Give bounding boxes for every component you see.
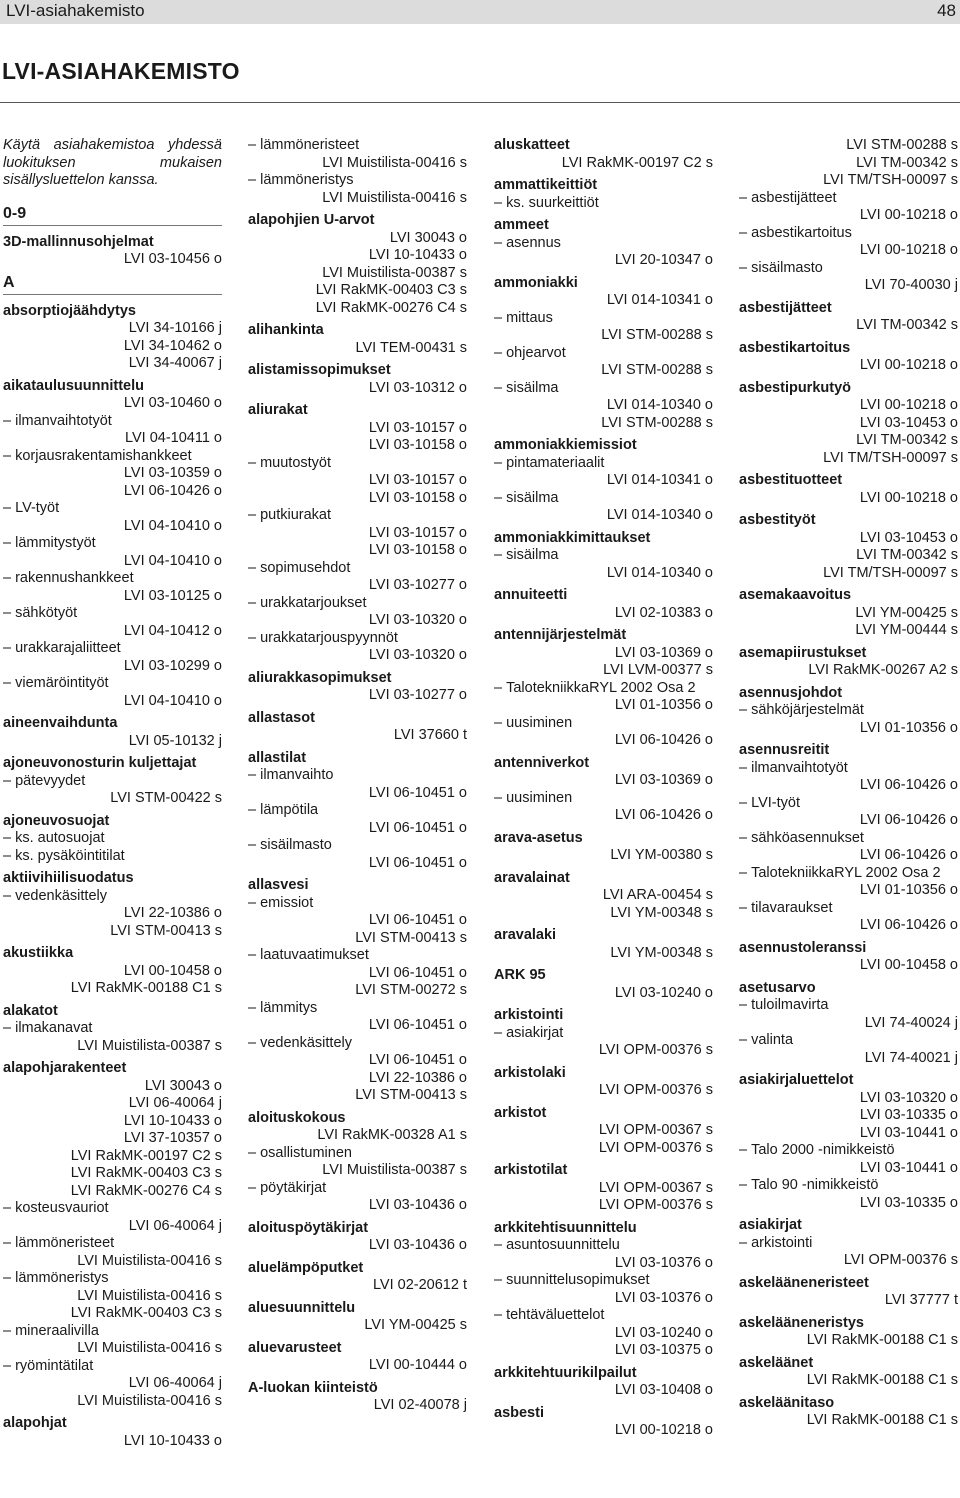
index-reference: LVI 03-10375 o [614, 1342, 713, 1358]
index-reference: LVI RakMK-00188 C1 s [70, 980, 222, 996]
index-reference: LVI 06-10451 o [368, 1052, 467, 1068]
index-reference: LVI YM-00425 s [855, 604, 958, 621]
index-subentry: – muutostyöt [248, 455, 467, 473]
index-reference: LVI OPM-00376 s [598, 1042, 713, 1058]
index-reference: LVI 03-10453 o [859, 414, 958, 431]
index-subentry: – ryömintätilat [3, 1358, 222, 1376]
intro-text: Käytä asiahakemistoa yhdessä luokituksen mukaisen sisällysluettelon kanssa. [3, 137, 222, 188]
index-reference: LVI 06-10426 o [859, 777, 958, 793]
index-reference: LVI 01-10356 o [859, 882, 958, 898]
index-reference: LVI Muistilista-00387 s [322, 1162, 467, 1178]
index-reference: LVI RakMK-00276 C4 s [70, 1182, 222, 1199]
index-reference: LVI TM/TSH-00097 s [823, 172, 958, 188]
index-heading: ammoniakki [494, 274, 578, 291]
index-reference: LVI 06-10451 o [368, 784, 467, 801]
index-subentry: – TalotekniikkaRYL 2002 Osa 2 [494, 680, 713, 698]
index-reference: LVI 30043 o [389, 229, 467, 246]
index-reference: LVI TM-00342 s [856, 154, 958, 171]
index-reference: LVI 03-10157 o [368, 472, 467, 488]
index-reference: LVI TM-00342 s [856, 432, 958, 448]
index-reference: LVI TM-00342 s [856, 317, 958, 333]
index-reference: LVI 03-10335 o [859, 1107, 958, 1123]
index-heading: aluesuunnittelu [248, 1299, 356, 1316]
index-reference: LVI 03-10456 o [123, 251, 222, 267]
index-reference: LVI Muistilista-00416 s [77, 1252, 222, 1269]
index-heading: alistamissopimukset [248, 362, 391, 378]
index-heading: asemakaavoitus [739, 587, 852, 603]
index-subentry: – mittaus [494, 310, 713, 328]
index-reference: LVI 10-10433 o [368, 247, 467, 263]
index-reference: LVI STM-00288 s [601, 414, 713, 431]
index-subentry: – sopimusehdot [248, 560, 467, 578]
index-reference: LVI RakMK-00328 A1 s [317, 1127, 467, 1143]
index-reference: LVI 06-10451 o [368, 1017, 467, 1033]
index-reference: LVI 03-10436 o [368, 1197, 467, 1213]
index-reference: LVI RakMK-00197 C2 s [561, 154, 713, 171]
index-heading: A-luokan kiinteistö [248, 1379, 378, 1396]
index-subentry: – emissiot [248, 895, 467, 913]
index-heading: aktiivihiilisuodatus [3, 870, 134, 886]
index-reference: LVI 00-10218 o [859, 242, 958, 258]
index-reference: LVI LVM-00377 s [603, 662, 713, 678]
index-reference: LVI STM-00288 s [601, 362, 713, 378]
index-heading: asbestijätteet [739, 299, 832, 316]
index-heading: alihankinta [248, 322, 324, 338]
index-reference: LVI 03-10376 o [614, 1254, 713, 1271]
index-reference: LVI STM-00413 s [355, 929, 467, 946]
index-heading: aineenvaihdunta [3, 715, 118, 731]
index-heading: ammeet [494, 217, 549, 233]
index-heading: asemapiirustukset [739, 644, 867, 661]
index-column-3 [494, 137, 713, 1440]
index-reference: LVI 014-10341 o [606, 472, 713, 488]
index-heading: alapohjien U-arvot [248, 212, 375, 228]
index-heading: asennustoleranssi [739, 939, 867, 956]
index-reference: LVI 06-10451 o [368, 912, 467, 928]
index-reference: LVI 00-10218 o [614, 1422, 713, 1438]
index-reference: LVI RakMK-00188 C1 s [806, 1372, 958, 1388]
page-header [0, 0, 960, 24]
index-reference: LVI 06-10426 o [614, 807, 713, 823]
index-reference: LVI 00-10218 o [859, 357, 958, 373]
index-reference: LVI 01-10356 o [614, 697, 713, 713]
index-reference: LVI 014-10340 o [606, 507, 713, 523]
index-reference: LVI RakMK-00197 C2 s [70, 1147, 222, 1164]
index-heading: antennijärjestelmät [494, 627, 627, 643]
index-heading: aloituskokous [248, 1109, 346, 1126]
index-heading: annuiteetti [494, 587, 568, 603]
index-heading: alapohjat [3, 1415, 67, 1431]
index-subentry: – osallistuminen [248, 1145, 467, 1163]
index-reference: LVI 03-10441 o [859, 1124, 958, 1141]
index-reference: LVI 37-10357 o [123, 1130, 222, 1146]
index-reference: LVI 014-10340 o [606, 397, 713, 413]
index-subentry: – ohjearvot [494, 345, 713, 363]
index-heading: alapohjarakenteet [3, 1060, 127, 1076]
index-heading: allasvesi [248, 877, 309, 893]
index-subentry: – urakkarajaliitteet [3, 640, 222, 658]
index-reference: LVI 05-10132 j [128, 732, 222, 749]
index-subentry: – lämpötila [248, 802, 467, 820]
index-subentry: – pintamateriaalit [494, 455, 713, 473]
index-reference: LVI 70-40030 j [864, 277, 958, 293]
index-subentry: – asiakirjat [494, 1025, 713, 1043]
index-heading: aravalainat [494, 869, 570, 886]
index-heading: asbestipurkutyö [739, 379, 851, 396]
index-subentry: – ilmakanavat [3, 1020, 222, 1038]
index-reference: LVI TEM-00431 s [355, 339, 467, 356]
index-reference: LVI YM-00425 s [364, 1317, 467, 1333]
index-reference: LVI 03-10320 o [859, 1089, 958, 1106]
index-subentry: – urakkatarjouspyynnöt [248, 630, 467, 648]
index-reference: LVI TM/TSH-00097 s [823, 449, 958, 466]
index-subentry: – vedenkäsittely [248, 1035, 467, 1053]
index-reference: LVI STM-00272 s [355, 982, 467, 998]
index-reference: LVI 06-10426 o [859, 812, 958, 828]
index-heading: asiakirjat [739, 1217, 802, 1233]
index-heading: arkistointi [494, 1007, 564, 1023]
index-reference: LVI 03-10369 o [614, 772, 713, 788]
index-reference: LVI 03-10436 o [368, 1237, 467, 1253]
index-subentry: – sähkötyöt [3, 605, 222, 623]
index-subentry: – ks. pysäköintitilat [3, 848, 222, 866]
index-subentry: – uusiminen [494, 790, 713, 808]
index-subentry: – lämmitys [248, 1000, 467, 1018]
index-reference: LVI 04-10410 o [123, 517, 222, 534]
index-subentry: – rakennushankkeet [3, 570, 222, 588]
index-heading: asennusjohdot [739, 684, 843, 701]
title-divider [0, 102, 960, 103]
index-heading: alakatot [3, 1002, 58, 1019]
index-subentry: – LVI-työt [739, 795, 958, 813]
index-reference: LVI 00-10458 o [859, 957, 958, 973]
index-subentry: – ks. autosuojat [3, 830, 222, 848]
index-subentry: – lämmitystyöt [3, 535, 222, 553]
index-subentry: – lämmöneristeet [3, 1235, 222, 1253]
index-reference: LVI 37660 t [393, 727, 467, 743]
index-reference: LVI 06-10426 o [123, 482, 222, 499]
index-heading: arkistolaki [494, 1064, 566, 1081]
index-heading: arava-asetus [494, 829, 583, 846]
index-reference: LVI 10-10433 o [123, 1112, 222, 1129]
index-reference: LVI 02-40078 j [373, 1397, 467, 1413]
index-heading: antenniverkot [494, 754, 590, 771]
index-reference: LVI 04-10410 o [123, 552, 222, 569]
index-reference: LVI 03-10441 o [859, 1159, 958, 1176]
index-reference: LVI YM-00444 s [855, 622, 958, 638]
page-title: LVI-ASIAHAKEMISTO [2, 58, 240, 84]
index-subentry: – arkistointi [739, 1235, 958, 1253]
section-letter: 0-9 [3, 204, 222, 226]
index-heading: asetusarvo [739, 979, 816, 996]
index-heading: ammoniakkiemissiot [494, 437, 637, 453]
index-reference: LVI 01-10356 o [859, 719, 958, 736]
index-reference: LVI RakMK-00403 C3 s [70, 1305, 222, 1321]
index-reference: LVI RakMK-00403 C3 s [315, 282, 467, 298]
index-heading: arkkitehtisuunnittelu [494, 1219, 637, 1236]
index-reference: LVI Muistilista-00416 s [77, 1340, 222, 1356]
index-reference: LVI RakMK-00276 C4 s [315, 299, 467, 316]
index-reference: LVI 03-10277 o [368, 577, 467, 593]
page-number: 48 [937, 1, 956, 20]
index-reference: LVI 10-10433 o [123, 1432, 222, 1449]
index-heading: aluevarusteet [248, 1339, 342, 1356]
index-heading: arkistotilat [494, 1162, 568, 1178]
index-reference: LVI 00-10458 o [123, 962, 222, 979]
index-subentry: – ilmanvaihtotyöt [739, 760, 958, 778]
index-reference: LVI 74-40021 j [864, 1049, 958, 1066]
index-subentry: – sisäilmasto [248, 837, 467, 855]
index-reference: LVI Muistilista-00416 s [77, 1392, 222, 1409]
index-reference: LVI RakMK-00188 C1 s [806, 1332, 958, 1348]
index-reference: LVI 00-10444 o [368, 1357, 467, 1373]
index-subentry: – tehtäväluettelot [494, 1307, 713, 1325]
index-subentry: – sähköasennukset [739, 830, 958, 848]
index-column-2 [248, 137, 467, 1415]
index-heading: arkkitehtuurikilpailut [494, 1364, 637, 1381]
index-reference: LVI 30043 o [144, 1077, 222, 1094]
index-subentry: – lämmöneristeet [248, 137, 467, 155]
index-subentry: – pätevyydet [3, 773, 222, 791]
index-reference: LVI 00-10218 o [859, 207, 958, 223]
index-reference: LVI OPM-00376 s [598, 1139, 713, 1156]
index-reference: LVI 03-10335 o [859, 1194, 958, 1211]
index-reference: LVI 20-10347 o [614, 252, 713, 268]
index-reference: LVI 22-10386 o [368, 1069, 467, 1086]
index-heading: allastilat [248, 749, 307, 766]
index-reference: LVI 03-10125 o [123, 587, 222, 604]
index-reference: LVI 00-10218 o [859, 397, 958, 413]
index-subentry: – vedenkäsittely [3, 888, 222, 906]
index-subentry: – ilmanvaihto [248, 767, 467, 785]
section-letter: A [3, 273, 222, 295]
index-reference: LVI 06-10451 o [368, 964, 467, 981]
index-heading: 3D-mallinnusohjelmat [3, 233, 154, 250]
index-subentry: – asbestikartoitus [739, 225, 958, 243]
index-subentry: – Talo 2000 -nimikkeistö [739, 1142, 958, 1160]
index-subentry: – asennus [494, 235, 713, 253]
index-subentry: – pöytäkirjat [248, 1180, 467, 1198]
index-subentry: – TalotekniikkaRYL 2002 Osa 2 [739, 865, 958, 883]
index-heading: ARK 95 [494, 967, 546, 983]
index-heading: askeläänitaso [739, 1394, 835, 1411]
index-heading: ammattikeittiöt [494, 177, 598, 193]
index-reference: LVI Muistilista-00416 s [322, 189, 467, 206]
index-reference: LVI 74-40024 j [864, 1014, 958, 1031]
index-subentry: – mineraalivilla [3, 1323, 222, 1341]
index-reference: LVI 03-10277 o [368, 687, 467, 703]
index-reference: LVI 04-10412 o [123, 622, 222, 639]
index-subentry: – lämmöneristys [248, 172, 467, 190]
index-reference: LVI 00-10218 o [859, 489, 958, 506]
index-heading: askelääneneristeet [739, 1274, 869, 1291]
header-title: LVI-asiahakemisto [6, 1, 145, 20]
index-heading: aluskatteet [494, 137, 570, 153]
index-reference: LVI 22-10386 o [123, 905, 222, 921]
index-heading: asiakirjaluettelot [739, 1072, 854, 1088]
index-reference: LVI 03-10460 o [123, 395, 222, 411]
index-reference: LVI 03-10240 o [614, 1324, 713, 1341]
index-reference: LVI 014-10341 o [606, 292, 713, 308]
index-reference: LVI 03-10320 o [368, 612, 467, 628]
index-reference: LVI 03-10453 o [859, 529, 958, 546]
index-reference: LVI 03-10320 o [368, 647, 467, 663]
index-subentry: – sisäilma [494, 490, 713, 508]
index-reference: LVI 06-10426 o [614, 732, 713, 748]
index-subentry: – urakkatarjoukset [248, 595, 467, 613]
index-heading: ammoniakkimittaukset [494, 529, 651, 546]
index-reference: LVI 04-10410 o [123, 692, 222, 709]
index-subentry: – ilmanvaihtotyöt [3, 413, 222, 431]
index-subentry: – asuntosuunnittelu [494, 1237, 713, 1255]
index-subentry: – laatuvaatimukset [248, 947, 467, 965]
index-heading: arkistot [494, 1104, 547, 1121]
index-heading: ajoneuvonosturin kuljettajat [3, 755, 197, 771]
index-reference: LVI 34-40067 j [128, 355, 222, 371]
index-heading: aloituspöytäkirjat [248, 1219, 369, 1236]
index-reference: LVI 06-10426 o [859, 917, 958, 933]
index-reference: LVI OPM-00376 s [843, 1252, 958, 1268]
index-reference: LVI 34-10166 j [128, 320, 222, 336]
index-reference: LVI STM-00413 s [355, 1087, 467, 1103]
index-reference: LVI 03-10376 o [614, 1289, 713, 1306]
index-reference: LVI 02-20612 t [372, 1277, 467, 1293]
index-subentry: – viemäröintityöt [3, 675, 222, 693]
index-subentry: – uusiminen [494, 715, 713, 733]
index-subentry: – asbestijätteet [739, 190, 958, 208]
index-reference: LVI 06-40064 j [128, 1095, 222, 1111]
index-subentry: – kosteusvauriot [3, 1200, 222, 1218]
index-subentry: – ks. suurkeittiöt [494, 195, 713, 213]
index-reference: LVI YM-00348 s [610, 904, 713, 921]
index-reference: LVI 06-40064 j [128, 1375, 222, 1391]
index-heading: asennusreitit [739, 742, 830, 758]
index-heading: askeläänet [739, 1354, 814, 1371]
index-reference: LVI 02-10383 o [614, 604, 713, 621]
index-reference: LVI ARA-00454 s [602, 887, 713, 903]
index-reference: LVI 06-40064 j [128, 1217, 222, 1234]
index-reference: LVI RakMK-00267 A2 s [808, 662, 958, 678]
index-heading: allastasot [248, 709, 315, 726]
index-heading: aravalaki [494, 927, 557, 943]
index-reference: LVI STM-00422 s [110, 790, 222, 806]
index-reference: LVI Muistilista-00416 s [322, 154, 467, 171]
index-subentry: – tilavaraukset [739, 900, 958, 918]
index-reference: LVI 03-10158 o [368, 542, 467, 558]
index-subentry: – sisäilma [494, 547, 713, 565]
index-reference: LVI Muistilista-00416 s [77, 1287, 222, 1304]
index-subentry: – sisäilma [494, 380, 713, 398]
index-reference: LVI 06-10451 o [368, 819, 467, 836]
index-reference: LVI YM-00348 s [610, 944, 713, 961]
index-reference: LVI 04-10411 o [124, 430, 222, 446]
index-heading: aikataulusuunnittelu [3, 377, 144, 394]
index-reference: LVI 03-10157 o [368, 419, 467, 436]
index-reference: LVI OPM-00367 s [598, 1179, 713, 1196]
index-subentry: – putkiurakat [248, 507, 467, 525]
index-heading: asbestityöt [739, 512, 816, 528]
index-reference: LVI TM/TSH-00097 s [823, 564, 958, 581]
index-heading: aluelämpöputket [248, 1259, 364, 1276]
index-reference: LVI STM-00413 s [110, 922, 222, 939]
index-reference: LVI 03-10158 o [368, 437, 467, 453]
index-subentry: – lämmöneristys [3, 1270, 222, 1288]
index-heading: ajoneuvosuojat [3, 812, 110, 829]
index-subentry: – tuloilmavirta [739, 997, 958, 1015]
index-reference: LVI STM-00288 s [846, 137, 958, 153]
index-column-4 [739, 137, 958, 1430]
index-heading: asbestikartoitus [739, 339, 851, 356]
index-heading: akustiikka [3, 945, 74, 961]
index-reference: LVI 03-10240 o [614, 984, 713, 1001]
index-reference: LVI OPM-00376 s [598, 1082, 713, 1098]
index-reference: LVI TM-00342 s [856, 547, 958, 563]
index-reference: LVI Muistilista-00387 s [77, 1037, 222, 1054]
index-column-1 [3, 137, 222, 1450]
index-reference: LVI OPM-00376 s [598, 1197, 713, 1213]
index-subentry: – LV-työt [3, 500, 222, 518]
index-subentry: – korjausrakentamishankkeet [3, 448, 222, 466]
index-heading: aliurakkasopimukset [248, 669, 392, 686]
index-reference: LVI 03-10359 o [123, 465, 222, 481]
index-reference: LVI 03-10312 o [368, 379, 467, 396]
index-reference: LVI 014-10340 o [606, 564, 713, 581]
index-subentry: – sähköjärjestelmät [739, 702, 958, 720]
index-reference: LVI 06-10426 o [859, 847, 958, 863]
index-subentry: – Talo 90 -nimikkeistö [739, 1177, 958, 1195]
index-heading: asbesti [494, 1404, 544, 1421]
index-subentry: – suunnittelusopimukset [494, 1272, 713, 1290]
index-subentry: – valinta [739, 1032, 958, 1050]
index-heading: askelääneneristys [739, 1314, 864, 1331]
index-reference: LVI 03-10408 o [614, 1382, 713, 1398]
index-reference: LVI YM-00380 s [610, 847, 713, 863]
index-heading: aliurakat [248, 402, 308, 418]
index-reference: LVI 03-10158 o [368, 489, 467, 506]
index-reference: LVI 34-10462 o [123, 337, 222, 354]
index-reference: LVI Muistilista-00387 s [322, 264, 467, 281]
index-reference: LVI RakMK-00403 C3 s [70, 1165, 222, 1181]
index-heading: asbestituotteet [739, 472, 843, 488]
index-heading: absorptiojäähdytys [3, 302, 136, 319]
index-reference: LVI 37777 t [884, 1292, 958, 1308]
index-reference: LVI OPM-00367 s [598, 1122, 713, 1138]
index-reference: LVI RakMK-00188 C1 s [806, 1412, 958, 1428]
index-reference: LVI 06-10451 o [368, 854, 467, 871]
index-reference: LVI 03-10299 o [123, 657, 222, 674]
index-reference: LVI 03-10369 o [614, 644, 713, 661]
index-subentry: – sisäilmasto [739, 260, 958, 278]
index-reference: LVI 03-10157 o [368, 524, 467, 541]
index-reference: LVI STM-00288 s [601, 327, 713, 343]
